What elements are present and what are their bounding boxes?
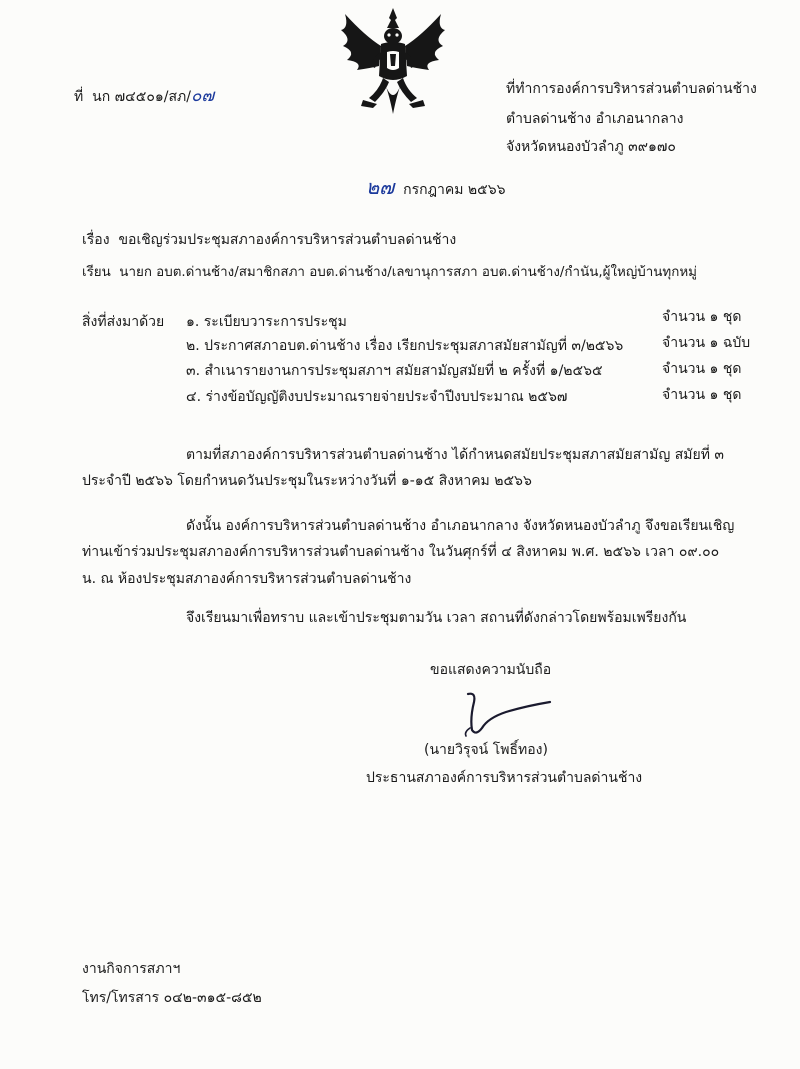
closing-salutation: ขอแสดงความนับถือ xyxy=(430,662,552,678)
enclosure-item: ๓. สำเนารายงานการประชุมสภาฯ สมัยสามัญสมัยที่ ๒ ครั้งที่ ๑/๒๕๖๕ xyxy=(186,363,603,379)
enclosure-quantity: จำนวน ๑ ฉบับ xyxy=(662,335,751,351)
reference-line xyxy=(74,87,214,106)
body-paragraph-1-line-1: ตามที่สภาองค์การบริหารส่วนตำบลด่านช้าง ได้กำหนดสมัยประชุมสภาสมัยสามัญ สมัยที่ ๓ xyxy=(186,447,724,463)
footer-phone: โทร/โทรสาร ๐๔๒-๓๑๕-๘๕๒ xyxy=(82,990,262,1006)
addressee-label: เรียน xyxy=(82,265,111,280)
enclosure-item: ๑. ระเบียบวาระการประชุม xyxy=(186,314,347,330)
addressee-line xyxy=(82,264,697,282)
date-day-handwritten: ๒๗ xyxy=(366,175,395,199)
body-paragraph-1-line-2: ประจำปี ๒๕๖๖ โดยกำหนดวันประชุมในระหว่างวันที่ ๑-๑๕ สิงหาคม ๒๕๖๖ xyxy=(82,473,532,489)
garuda-emblem-icon xyxy=(335,6,451,116)
body-paragraph-2-line-1: ดังนั้น องค์การบริหารส่วนตำบลด่านช้าง อำเภอนากลาง จังหวัดหนองบัวลำภู จึงขอเรียนเชิญ xyxy=(186,518,735,534)
body-paragraph-3: จึงเรียนมาเพื่อทราบ และเข้าประชุมตามวัน เวลา สถานที่ดังกล่าวโดยพร้อมเพรียงกัน xyxy=(186,610,687,626)
enclosure-item: ๒. ประกาศสภาอบต.ด่านช้าง เรื่อง เรียกประชุมสภาสมัยสามัญที่ ๓/๒๕๖๖ xyxy=(186,338,624,354)
reference-handwritten-number: ๐๗ xyxy=(191,86,215,106)
enclosure-quantity: จำนวน ๑ ชุด xyxy=(662,361,742,377)
addressee-text: นายก อบต.ด่านช้าง/สมาชิกสภา อบต.ด่านช้าง/เลขานุการสภา อบต.ด่านช้าง/กำนัน,ผู้ใหญ่บ้านทุกหมู่ xyxy=(119,265,698,280)
office-address-line-3: จังหวัดหนองบัวลำภู ๓๙๑๗๐ xyxy=(506,139,676,155)
office-address-line-1: ที่ทำการองค์การบริหารส่วนตำบลด่านช้าง xyxy=(506,81,757,97)
subject-label: เรื่อง xyxy=(82,232,110,248)
enclosure-item: ๔. ร่างข้อบัญญัติงบประมาณรายจ่ายประจำปีงบประมาณ ๒๕๖๗ xyxy=(186,389,568,405)
body-paragraph-2-line-3: น. ณ ห้องประชุมสภาองค์การบริหารส่วนตำบลด่านช้าง xyxy=(82,571,412,587)
enclosures-label: สิ่งที่ส่งมาด้วย xyxy=(82,314,165,330)
enclosure-quantity: จำนวน ๑ ชุด xyxy=(662,387,742,403)
signatory-position: ประธานสภาองค์การบริหารส่วนตำบลด่านช้าง xyxy=(366,770,643,786)
subject-text: ขอเชิญร่วมประชุมสภาองค์การบริหารส่วนตำบลด่านช้าง xyxy=(118,232,457,248)
body-paragraph-2-line-2: ท่านเข้าร่วมประชุมสภาองค์การบริหารส่วนตำบลด่านช้าง ในวันศุกร์ที่ ๔ สิงหาคม พ.ศ. ๒๕๖๖ เวลา ๐๙.๐๐ xyxy=(82,544,720,560)
office-address-line-2: ตำบลด่านช้าง อำเภอนากลาง xyxy=(506,111,684,127)
signatory-name: (นายวิรุจน์ โพธิ์ทอง) xyxy=(424,742,548,758)
date-month-year: กรกฎาคม ๒๕๖๖ xyxy=(403,182,506,198)
enclosure-quantity: จำนวน ๑ ชุด xyxy=(662,309,742,325)
reference-label: ที่ xyxy=(74,89,84,105)
subject-line xyxy=(82,231,456,249)
footer-unit: งานกิจการสภาฯ xyxy=(82,961,181,977)
handwritten-signature xyxy=(446,688,556,738)
reference-number: นก ๗๔๕๐๑/สภ/ xyxy=(92,89,191,105)
letter-date xyxy=(366,175,506,199)
